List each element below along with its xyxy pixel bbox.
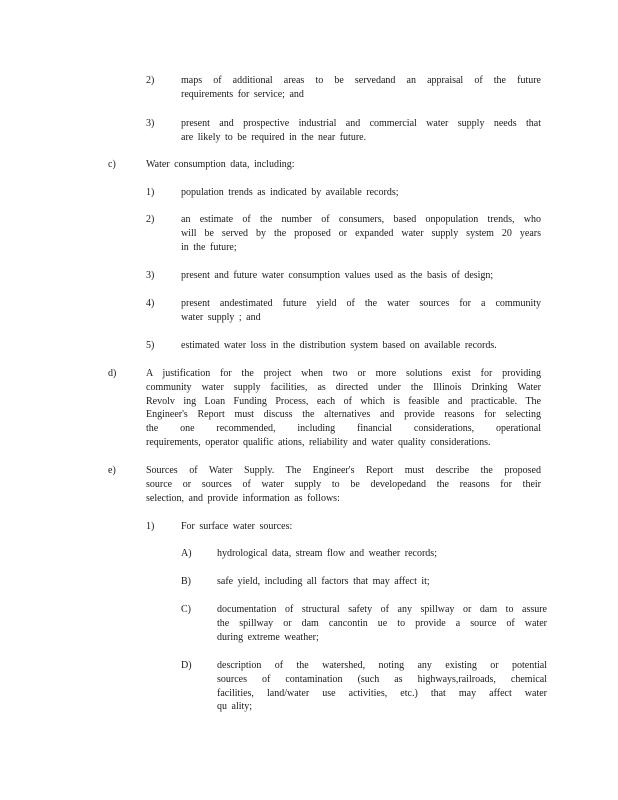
item-text xyxy=(217,547,547,561)
text-line: safe yield, including all factors that may affect it; xyxy=(217,576,430,587)
item-marker: 3) xyxy=(146,270,155,281)
item-marker: D) xyxy=(181,660,192,671)
item-text xyxy=(217,603,547,644)
item-marker: 3) xyxy=(146,118,155,129)
text-line: Revolv ing Loan Funding Process, each of which is feasible and practicable. The xyxy=(146,395,541,407)
text-line: water supply ; and xyxy=(181,311,261,323)
text-line: community water supply facilities, as directed under the Illinois Drinking Water xyxy=(146,381,541,393)
text-line: requirements, operator qualific ations, reliability and water quality considerations. xyxy=(146,436,491,448)
text-line: qu ality; xyxy=(217,701,253,713)
text-line: A justification for the project when two or more solutions exist for providing xyxy=(146,368,541,379)
text-line: Water consumption data, including: xyxy=(146,159,295,170)
item-text xyxy=(146,367,541,450)
item-marker: c) xyxy=(108,159,116,170)
text-line: estimated water loss in the distribution system based on available records. xyxy=(181,340,497,351)
text-line: description of the watershed, noting any existing or potential xyxy=(217,660,547,671)
text-line: present and future water consumption values used as the basis of design; xyxy=(181,270,494,281)
text-line: For surface water sources: xyxy=(181,521,293,532)
text-line: Engineer's Report must discuss the alternatives and provide reasons for selecting xyxy=(146,409,541,421)
item-text xyxy=(181,269,541,283)
item-marker: 2) xyxy=(146,214,155,225)
item-text xyxy=(146,464,541,505)
text-line: maps of additional areas to be servedand an appraisal of the future xyxy=(181,75,541,86)
text-line: present andestimated future yield of the water sources for a community xyxy=(181,298,541,309)
text-line: in the future; xyxy=(181,241,237,253)
item-text xyxy=(181,520,541,534)
item-text xyxy=(217,659,547,714)
item-marker: e) xyxy=(108,465,116,476)
item-marker: 4) xyxy=(146,298,155,309)
item-marker: 1) xyxy=(146,187,155,198)
text-line: facilities, land/water use activities, etc.) that may affect water xyxy=(217,687,547,699)
text-line: present and prospective industrial and commercial water supply needs that xyxy=(181,118,541,129)
item-text xyxy=(181,213,541,254)
text-line: source or sources of water supply to be developedand the reasons for their xyxy=(146,478,541,490)
item-marker: C) xyxy=(181,604,191,615)
text-line: hydrological data, stream flow and weather records; xyxy=(217,548,437,559)
item-text xyxy=(181,339,541,353)
text-line: the spillway or dam cancontin ue to provide a source of water xyxy=(217,617,547,629)
item-marker: 1) xyxy=(146,521,155,532)
item-marker: B) xyxy=(181,576,191,587)
text-line: the one recommended, including financial considerations, operational xyxy=(146,423,541,435)
text-line: an estimate of the number of consumers, based onpopulation trends, who xyxy=(181,214,541,225)
text-line: population trends as indicated by available records; xyxy=(181,187,399,198)
item-text xyxy=(217,575,547,589)
item-marker: 2) xyxy=(146,75,155,86)
text-line: are likely to be required in the near future. xyxy=(181,131,367,143)
item-text xyxy=(146,158,536,172)
item-text xyxy=(181,117,541,145)
text-line: selection, and provide information as follows: xyxy=(146,492,340,504)
item-marker: d) xyxy=(108,368,117,379)
item-text xyxy=(181,74,541,102)
text-line: documentation of structural safety of any spillway or dam to assure xyxy=(217,604,547,615)
item-text xyxy=(181,297,541,325)
item-marker: 5) xyxy=(146,340,155,351)
text-line: will be served by the proposed or expanded water supply system 20 years xyxy=(181,227,541,239)
text-line: Sources of Water Supply. The Engineer's Report must describe the proposed xyxy=(146,465,541,476)
text-line: during extreme weather; xyxy=(217,631,319,643)
item-text xyxy=(181,186,541,200)
text-line: sources of contamination (such as highways,railroads, chemical xyxy=(217,673,547,685)
text-line: requirements for service; and xyxy=(181,88,304,100)
item-marker: A) xyxy=(181,548,192,559)
